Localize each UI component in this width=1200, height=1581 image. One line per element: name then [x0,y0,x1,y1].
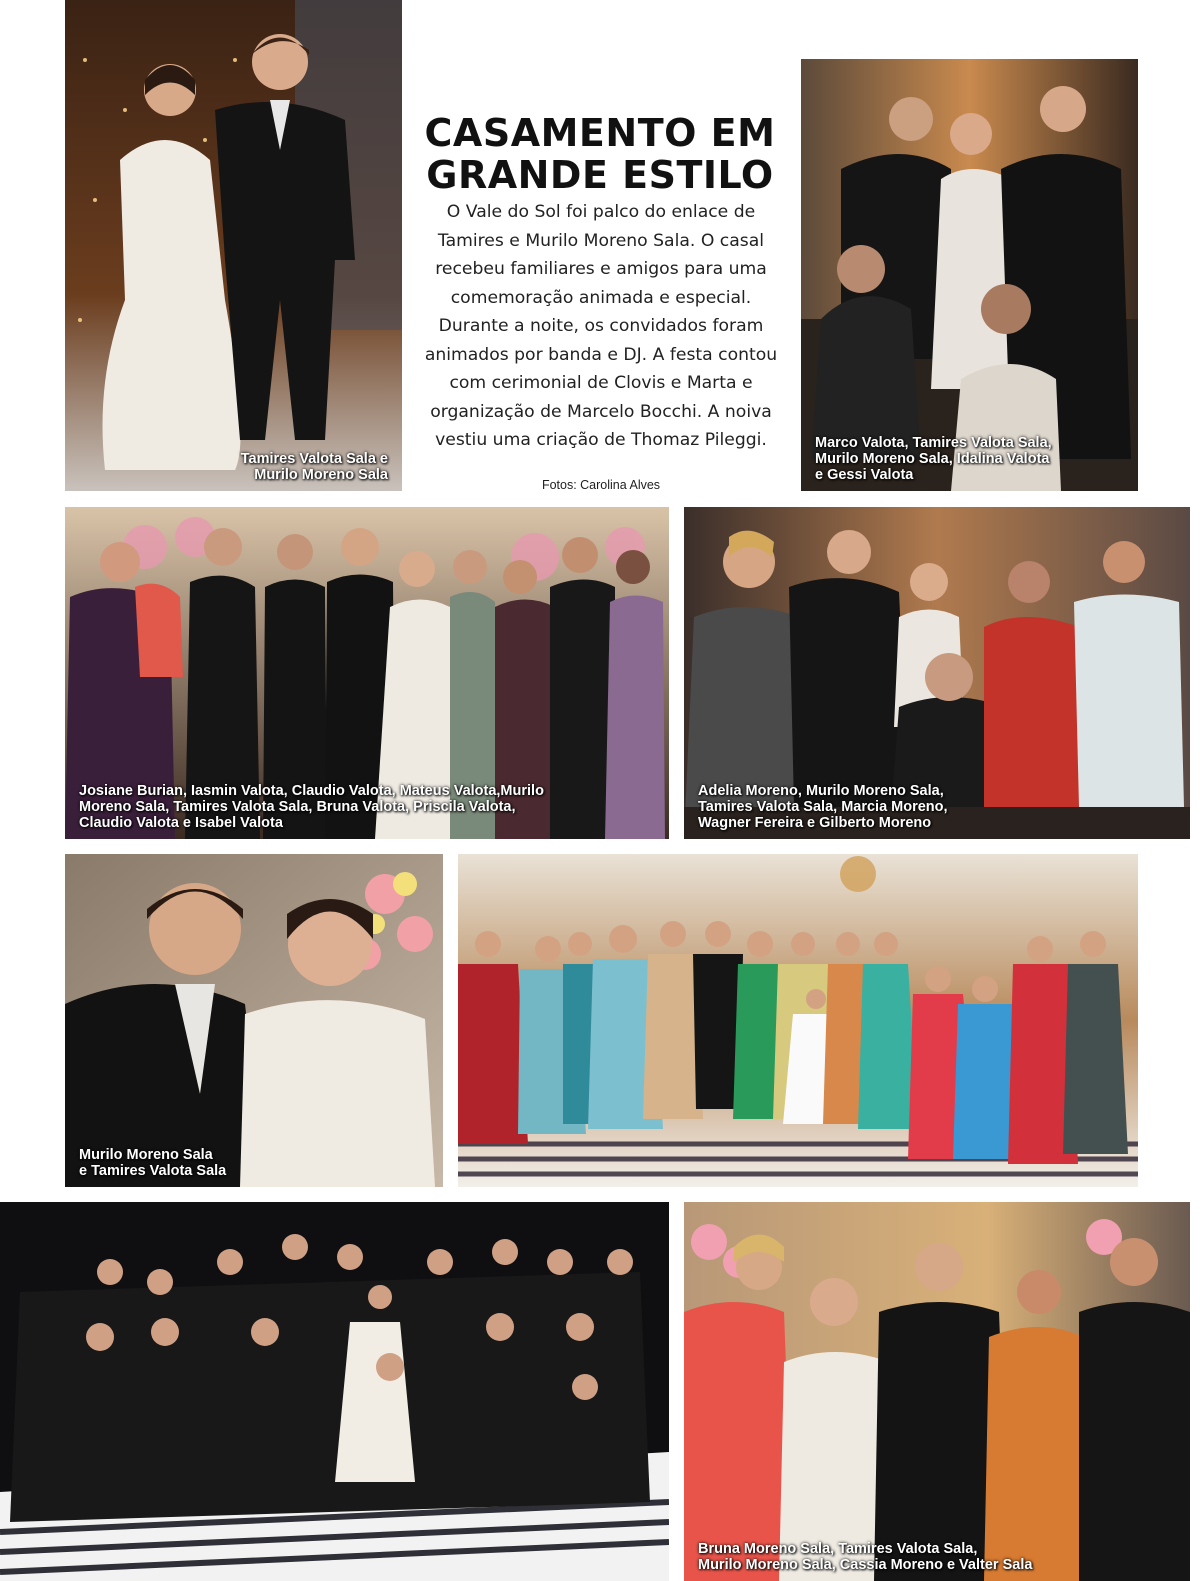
photo-couple-closeup-caption: Murilo Moreno Sala e Tamires Valota Sala [79,1147,227,1179]
photo-couple-entrance [65,0,402,491]
photo-groomsmen-group [0,1202,669,1581]
photo-credit: Fotos: Carolina Alves [541,478,661,492]
photo-moreno-sala-family [684,1202,1190,1581]
photo-moreno-family [684,507,1190,839]
photo-moreno-family-caption: Adelia Moreno, Murilo Moreno Sala, Tamires Valota Sala, Marcia Moreno, Wagner Fereira e Gilberto Moreno [698,783,948,831]
photo-valota-family-caption: Josiane Burian, Iasmin Valota, Claudio Valota, Mateus Valota,Murilo Moreno Sala, Tamires Valota Sala, Bruna Valota, Priscila Valota, Claudio Valota e Isabel Valota [79,783,544,831]
photo-moreno-sala-family-image [684,1202,1190,1581]
photo-couple-entrance-caption: Tamires Valota Sala e Murilo Moreno Sala [240,451,388,483]
photo-ladies-group [458,854,1138,1187]
photo-family-elders-caption: Marco Valota, Tamires Valota Sala, Murilo Moreno Sala, Idalina Valota e Gessi Valota [815,435,1052,483]
photo-groomsmen-group-image [0,1202,669,1581]
photo-moreno-sala-family-caption: Bruna Moreno Sala, Tamires Valota Sala, Murilo Moreno Sala, Cassia Moreno e Valter Sala [698,1541,1033,1573]
photo-valota-family [65,507,669,839]
photo-couple-closeup-image [65,854,443,1187]
photo-couple-closeup [65,854,443,1187]
article-title: CASAMENTO EM GRANDE ESTILO [424,111,776,197]
photo-family-elders-image [801,59,1138,491]
photo-family-elders [801,59,1138,491]
photo-couple-entrance-image [65,0,402,491]
article-body: O Vale do Sol foi palco do enlace de Tamires e Murilo Moreno Sala. O casal recebeu familiares e amigos para uma comemoração animada e especial. Durante a noite, os convidados foram animados por banda e DJ. A festa contou com cerimonial de Clovis e Marta e organização de Marcelo Bocchi. A noiva vestiu uma criação de Thomaz Pileggi. [424,202,778,450]
photo-ladies-group-image [458,854,1138,1187]
